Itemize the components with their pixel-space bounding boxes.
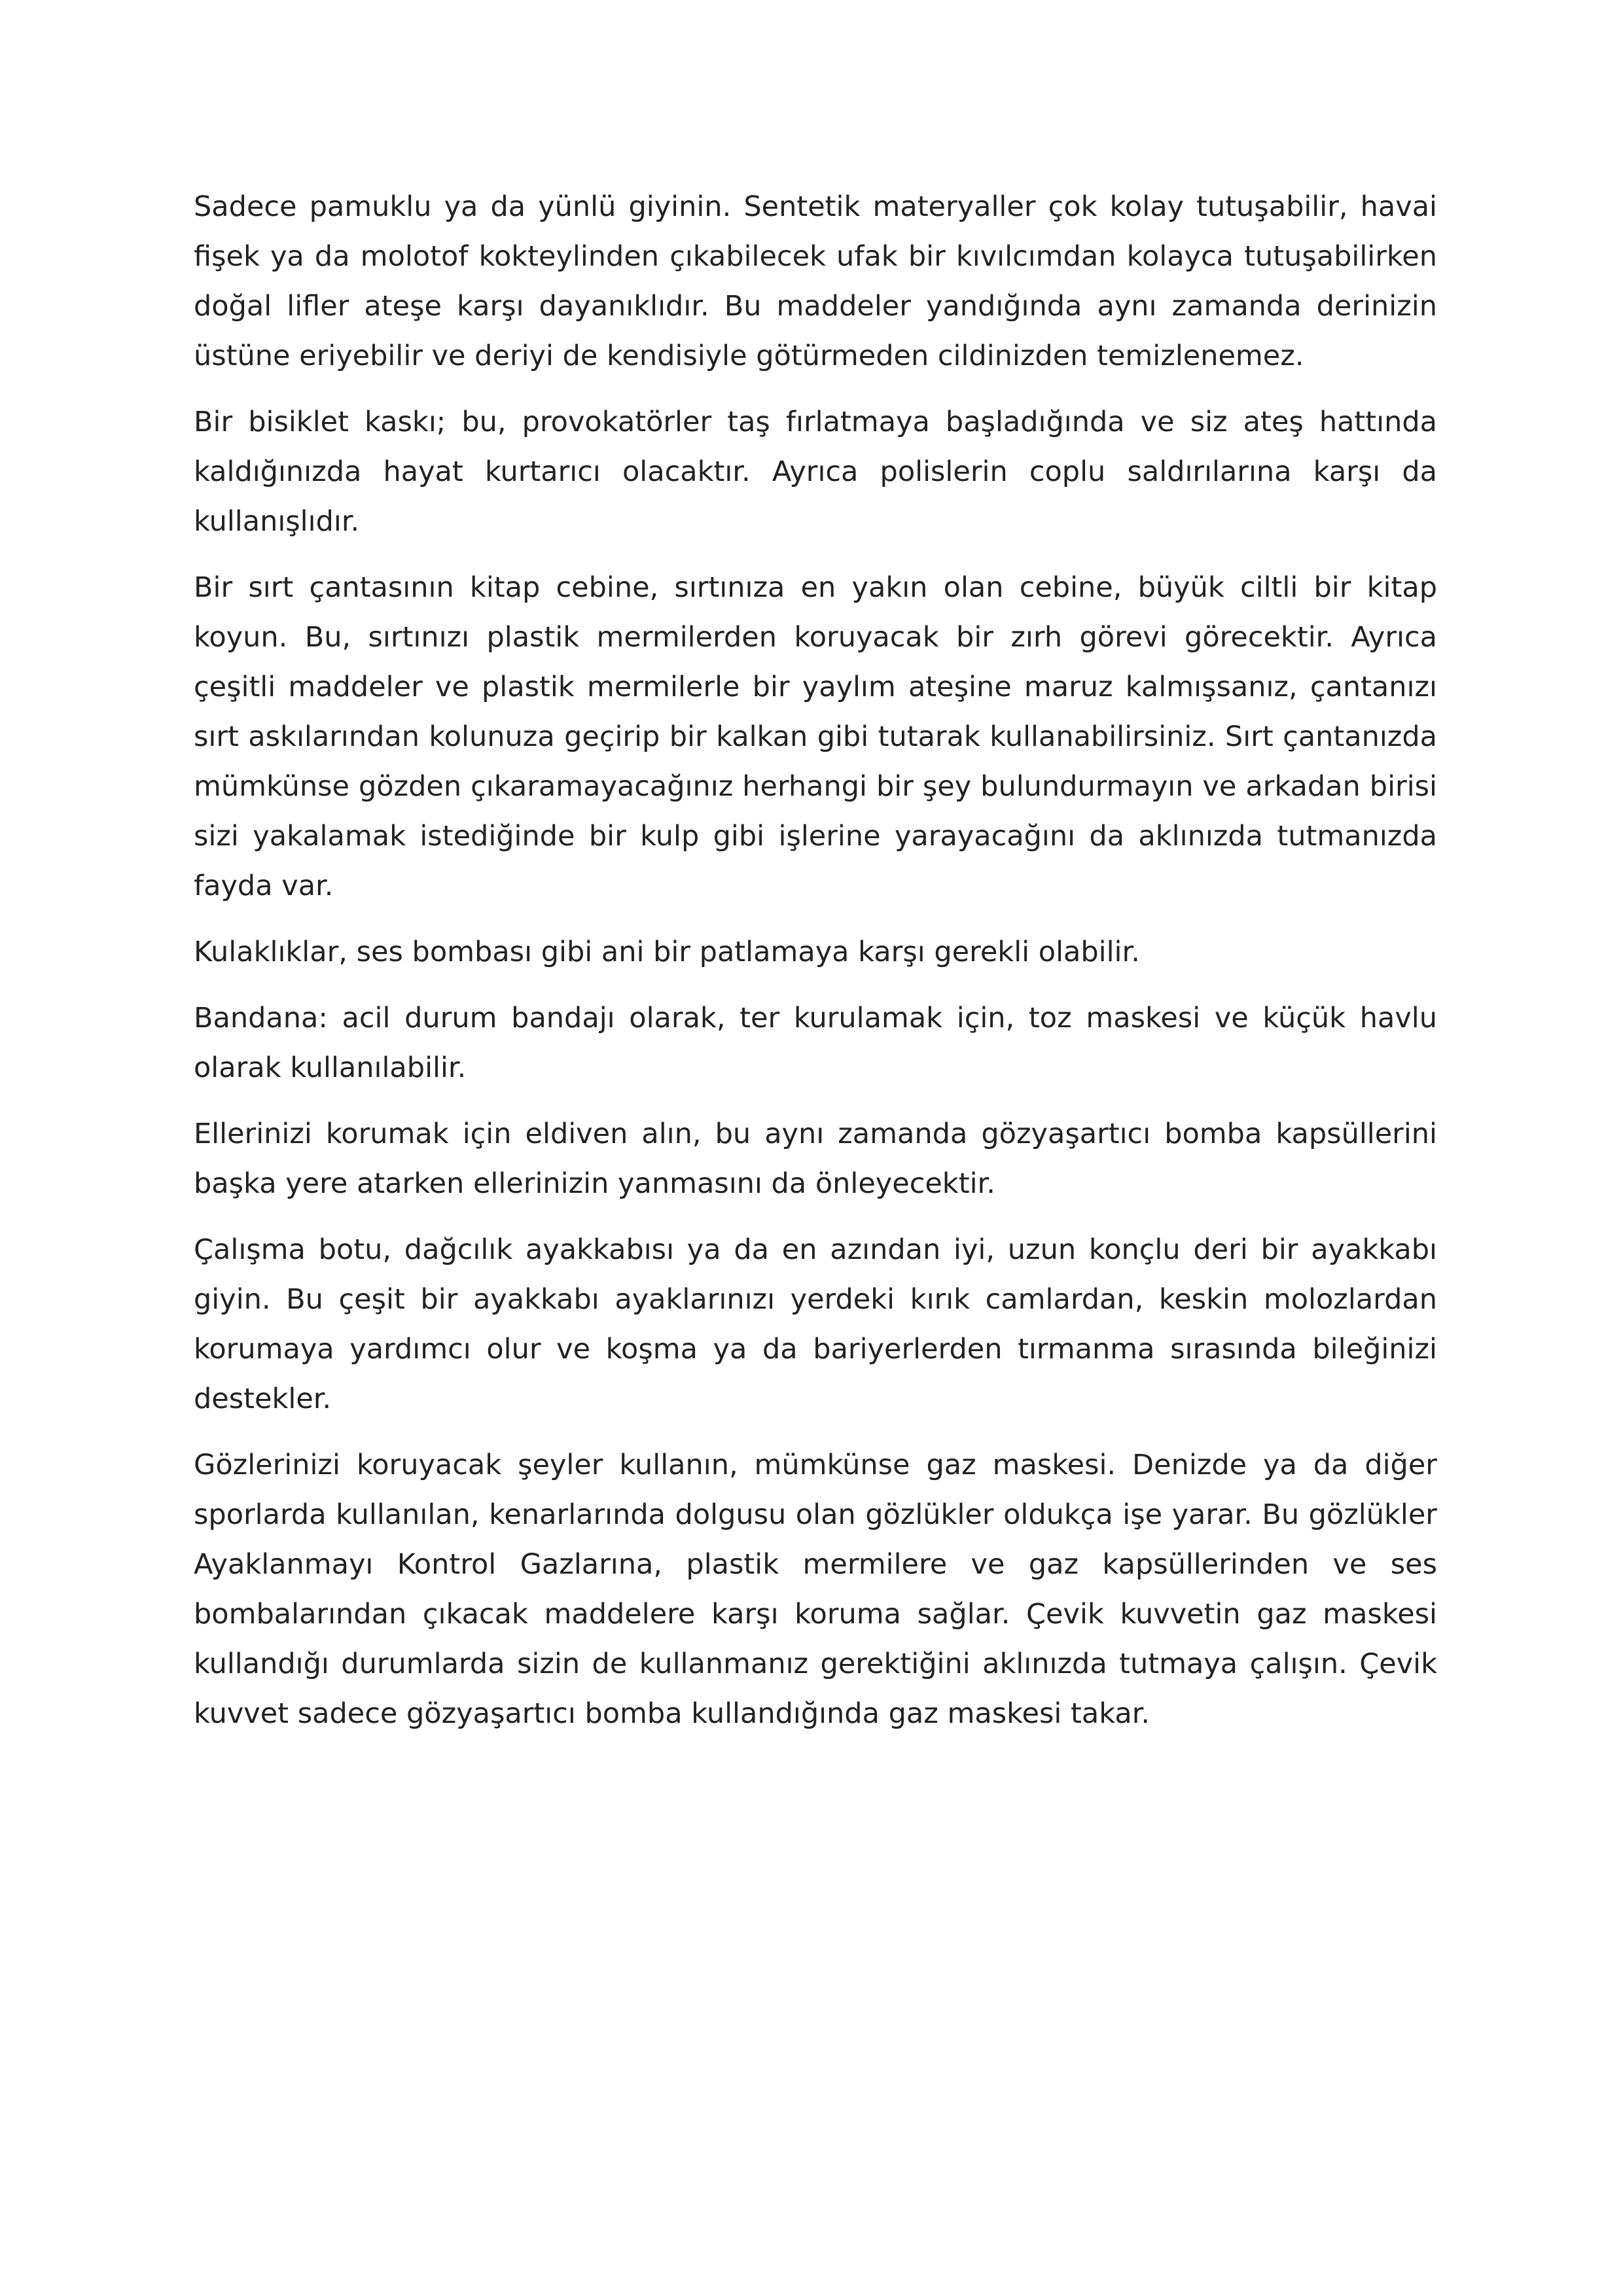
document-body [194, 182, 1437, 1755]
paragraph-boots: Çalışma botu, dağcılık ayakkabısı ya da en azından iyi, uzun konçlu deri bir ayakkabı giyin. Bu çeşit bir ayakkabı ayaklarınızı yerdeki kırık camlardan, keskin molozlardan korumaya yardımcı olur ve koşma ya da bariyerlerden tırmanma sırasında bileğinizi destekler. [194, 1233, 1437, 1415]
paragraph-gloves: Ellerinizi korumak için eldiven alın, bu aynı zamanda gözyaşartıcı bomba kapsüllerini başka yere atarken ellerinizin yanmasını da önleyecektir. [194, 1118, 1437, 1200]
paragraph-bandana: Bandana: acil durum bandajı olarak, ter kurulamak için, toz maskesi ve küçük havlu olarak kullanılabilir. [194, 1002, 1437, 1084]
paragraph-bicycle-helmet: Bir bisiklet kaskı; bu, provokatörler taş fırlatmaya başladığında ve siz ateş hattında kaldığınızda hayat kurtarıcı olacaktır. Ayrıca polislerin coplu saldırılarına karşı da kullanışlıdır. [194, 406, 1437, 538]
paragraph-backpack: Bir sırt çantasının kitap cebine, sırtınıza en yakın olan cebine, büyük ciltli bir kitap koyun. Bu, sırtınızı plastik mermilerden koruyacak bir zırh görevi görecektir. Ayrıca çeşitli maddeler ve plastik mermilerle bir yaylım ateşine maruz kalmışsanız, çantanızı sırt askılarından kolunuza geçirip bir kalkan gibi tutarak kullanabilirsiniz. Sırt çantanızda mümkünse gözden çıkaramayacağınız herhangi bir şey bulundurmayın ve arkadan birisi sizi yakalamak istediğinde bir kulp gibi işlerine yarayacağını da aklınızda tutmanızda fayda var. [194, 571, 1437, 902]
paragraph-cotton-clothing: Sadece pamuklu ya da yünlü giyinin. Sentetik materyaller çok kolay tutuşabilir, havai fişek ya da molotof kokteylinden çıkabilecek ufak bir kıvılcımdan kolayca tutuşabilirken doğal lifler ateşe karşı dayanıklıdır. Bu maddeler yandığında aynı zamanda derinizin üstüne eriyebilir ve deriyi de kendisiyle götürmeden cildinizden temizlenemez. [194, 190, 1437, 372]
paragraph-eye-protection: Gözlerinizi koruyacak şeyler kullanın, mümkünse gaz maskesi. Denizde ya da diğer sporlarda kullanılan, kenarlarında dolgusu olan gözlükler oldukça işe yarar. Bu gözlükler Ayaklanmayı Kontrol Gazlarına, plastik mermilere ve gaz kapsüllerinden ve ses bombalarından çıkacak maddelere karşı koruma sağlar. Çevik kuvvetin gaz maskesi kullandığı durumlarda sizin de kullanmanız gerektiğini aklınızda tutmaya çalışın. Çevik kuvvet sadece gözyaşartıcı bomba kullandığında gaz maskesi takar. [194, 1449, 1437, 1730]
paragraph-earplugs: Kulaklıklar, ses bombası gibi ani bir patlamaya karşı gerekli olabilir. [194, 936, 1140, 968]
